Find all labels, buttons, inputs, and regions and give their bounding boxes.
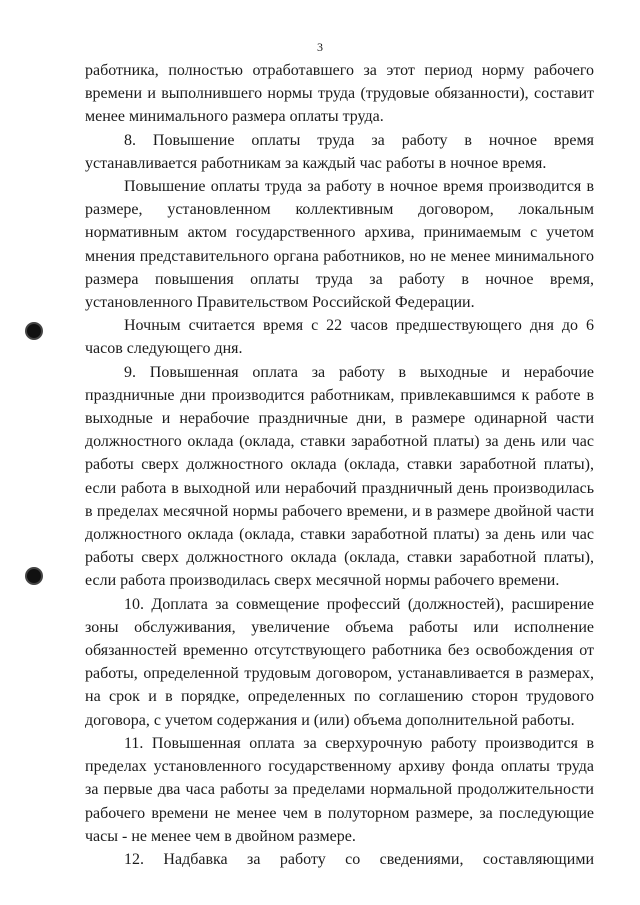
document-body xyxy=(85,59,594,871)
page-number: 3 xyxy=(317,40,323,54)
punch-hole-mark xyxy=(27,569,41,583)
paragraph-item-10: 10. Доплата за совмещение профессий (должностей), расширение зоны обслуживания, увеличение объема работы или исполнение обязанностей временно отсутствующего работника без освобождения от работы, определенной трудовым договором, устанавливается в размерах, на срок и в порядке, определенных по соглашению сторон трудового договора, с учетом содержания и (или) объема дополнительной работы. xyxy=(85,595,594,729)
paragraph-night-time: Ночным считается время с 22 часов предшествующего дня до 6 часов следующего дня. xyxy=(85,317,594,358)
paragraph-item-9: 9. Повышенная оплата за работу в выходные и нерабочие праздничные дни производится работникам, привлекавшимся к работе в выходные и нерабочие праздничные дни, в размере одинарной части должностного оклада (оклада, ставки заработной платы) за день или час работы сверх должностного оклада (оклада, ставки заработной платы), если работа в выходной или нерабочий праздничный день производилась в пределах месячной нормы рабочего времени, и в размере двойной части должностного оклада (оклада, ставки заработной платы) за день или час работы сверх должностного оклада (оклада, ставки заработной платы), если работа производилась сверх месячной нормы рабочего времени. xyxy=(85,363,594,590)
punch-hole-mark xyxy=(27,324,41,338)
paragraph-item-8: 8. Повышение оплаты труда за работу в ночное время устанавливается работникам за каждый час работы в ночное время. xyxy=(85,131,594,172)
paragraph-item-12: 12. Надбавка за работу со сведениями, составляющими xyxy=(124,850,594,868)
paragraph-item-11: 11. Повышенная оплата за сверхурочную работу производится в пределах установленного государственному архиву фонда оплаты труда за первые два часа работы за пределами нормальной продолжительности рабочего времени не менее чем в полуторном размере, за последующие часы - не менее чем в двойном размере. xyxy=(85,734,594,845)
paragraph-night-pay: Повышение оплаты труда за работу в ночное время производится в размере, установленном коллективным договором, локальным нормативным актом государственного архива, принимаемым с учетом мнения представительного органа работников, но не менее минимального размера повышения оплаты труда за работу в ночное время, установленного Правительством Российской Федерации. xyxy=(85,178,594,312)
paragraph-continuation: работника, полностью отработавшего за этот период норму рабочего времени и выполнившего нормы труда (трудовые обязанности), составит менее минимального размера оплаты труда. xyxy=(85,62,594,126)
